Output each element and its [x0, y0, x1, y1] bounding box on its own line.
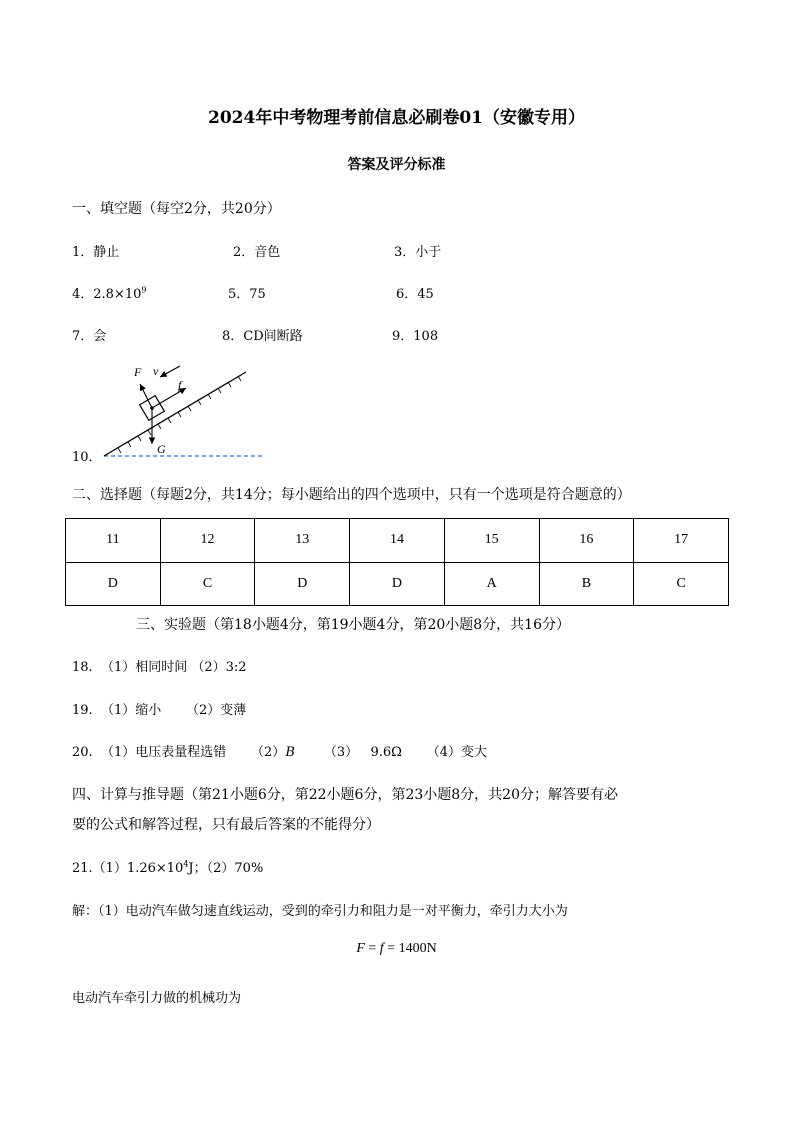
answer-4: 4．$2.8\times 10^9$ — [72, 285, 147, 302]
table-cell: 17 — [634, 519, 729, 563]
table-cell: 11 — [66, 519, 161, 563]
table-cell: D — [66, 562, 161, 606]
answer-3: 3．小于 — [394, 245, 442, 260]
incline-surface — [104, 372, 246, 456]
label-G: G — [157, 442, 166, 456]
solution-21-work: 电动汽车牵引力做的机械功为 — [72, 991, 242, 1006]
section4-heading-line1: 四、计算与推导题（第21小题6分，第22小题6分，第23小题8分，共20分；解答要有必 — [72, 787, 618, 803]
answer-10-label: 10． — [72, 450, 102, 465]
page-title: 2024年中考物理考前信息必刷卷01（安徽专用） — [208, 108, 585, 128]
table-cell: 16 — [539, 519, 634, 563]
answer-21: $21.(1)1.26\times 10^4J$；（2）70% — [72, 859, 264, 876]
incline-force-diagram — [98, 360, 268, 465]
solution-21-line1: 解：（1）电动汽车做匀速直线运动，受到的牵引力和阻力是一对平衡力，牵引力大小为 — [72, 904, 568, 919]
section3-heading: 三、实验题（第18小题4分，第19小题4分，第20小题8分，共16分） — [136, 617, 570, 633]
table-row-questions — [66, 519, 729, 563]
table-cell: 13 — [255, 519, 350, 563]
section4-heading-line2: 要的公式和解答过程，只有最后答案的不能得分） — [72, 817, 380, 833]
table-cell: 14 — [350, 519, 445, 563]
answer-18: 18. （1）相同时间 （2）3:2 — [72, 660, 247, 675]
table-cell: C — [634, 562, 729, 606]
answer-7: 7．会 — [72, 329, 107, 344]
table-cell: B — [539, 562, 634, 606]
answer-2: 2．音色 — [233, 245, 281, 260]
table-row-answers — [66, 562, 729, 606]
label-F: F — [134, 365, 142, 379]
page-subtitle: 答案及评分标准 — [347, 157, 446, 173]
answer-19: 19. （1）缩小 （2）变薄 — [72, 703, 247, 718]
choice-answer-table — [65, 518, 729, 606]
formula-21: F = f = 1400N — [356, 941, 437, 956]
answer-6: 6．45 — [396, 287, 434, 302]
label-v: v — [153, 364, 159, 378]
section2-heading: 二、选择题（每题2分，共14分；每小题给出的四个选项中，只有一个选项是符合题意的） — [72, 487, 631, 503]
answer-5: 5．75 — [228, 287, 266, 302]
table-cell: 12 — [160, 519, 255, 563]
velocity-v-arrow — [160, 366, 180, 377]
answer-9: 9．108 — [392, 329, 439, 344]
section1-heading: 一、填空题（每空2分，共20分） — [72, 201, 281, 217]
label-f: f — [178, 378, 182, 392]
answer-8: 8．CD间断路 — [222, 329, 303, 344]
table-cell: C — [160, 562, 255, 606]
table-cell: D — [255, 562, 350, 606]
answer-20: 20. （1）电压表量程选错 （2）B （3） 9.6Ω （4）变大 — [72, 745, 488, 760]
answer-1: 1．静止 — [72, 245, 120, 260]
table-cell: A — [444, 562, 539, 606]
table-cell: D — [350, 562, 445, 606]
table-cell: 15 — [444, 519, 539, 563]
